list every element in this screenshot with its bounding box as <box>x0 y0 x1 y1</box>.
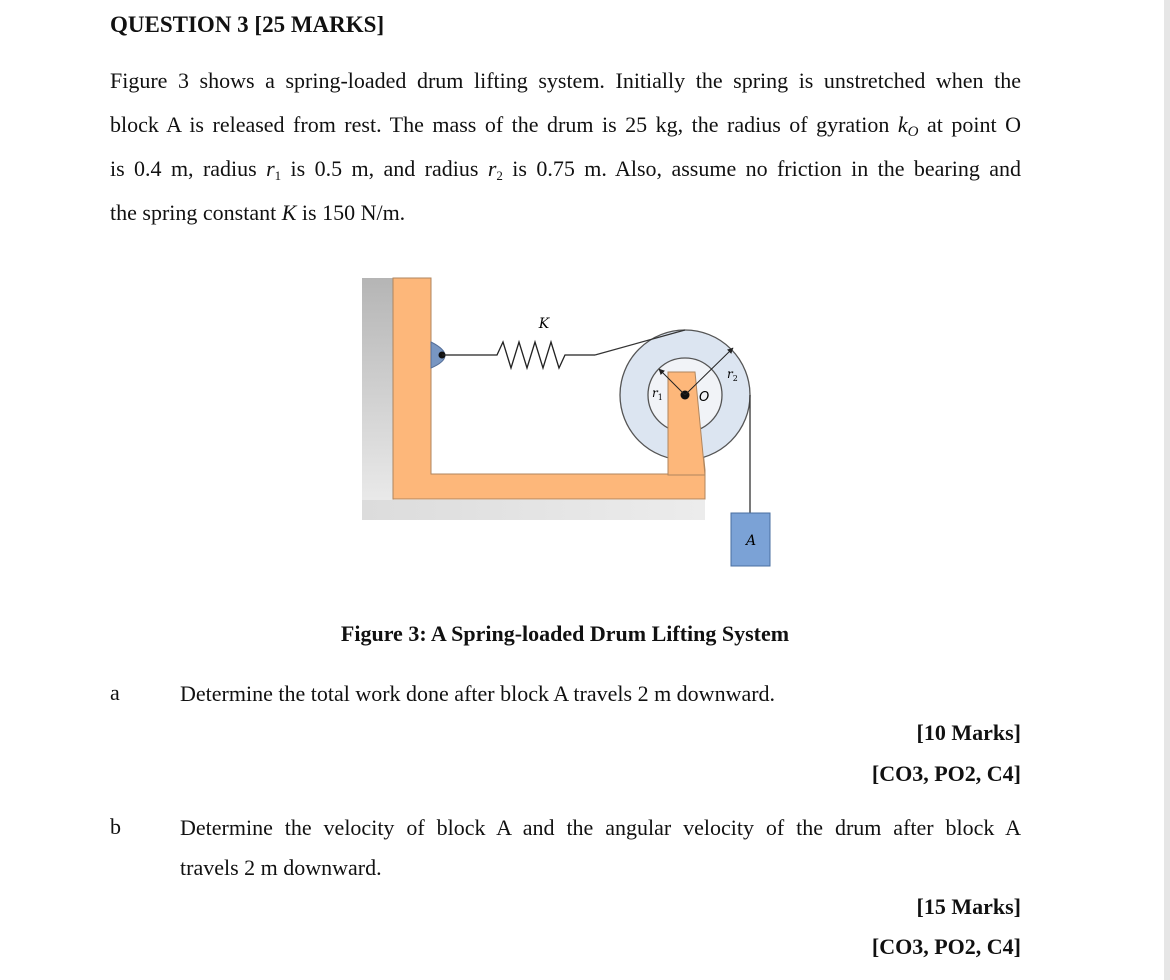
part-a-outcomes: [CO3, PO2, C4] <box>871 761 1021 786</box>
question-heading: QUESTION 3 [25 MARKS] <box>110 12 385 37</box>
part-b-line-2: travels 2 m downward. <box>180 855 382 880</box>
wall-shade <box>362 278 394 520</box>
part-b-line-1: Determine the velocity of block A and the angular velocity of the drum after block A <box>180 815 1021 840</box>
intro-line-3: is 0.4 m, radius $r_1$ is 0.5 m, and radius $r_2$ is 0.75 m. Also, assume no friction in the bearing and <box>110 156 1021 183</box>
part-letter-b: b <box>110 814 121 839</box>
part-a-line-1: Determine the total work done after block A travels 2 m downward. <box>180 681 776 706</box>
center-label: O <box>699 390 710 405</box>
block-label: A <box>745 533 757 549</box>
intro-line-2: block A is released from rest. The mass of the drum is 25 kg, the radius of gyration kO at point O <box>110 112 1021 140</box>
part-letter-a: a <box>110 680 120 705</box>
intro-line-1: Figure 3 shows a spring-loaded drum lifting system. Initially the spring is unstretched when the <box>110 68 1021 93</box>
part-b-outcomes: [CO3, PO2, C4] <box>871 934 1021 959</box>
r2-label: $r_2$ <box>727 367 738 383</box>
spring <box>442 342 595 368</box>
figure-3-diagram <box>355 270 785 580</box>
r1-label: $r_1$ <box>652 386 663 402</box>
part-b-text <box>180 808 1021 888</box>
floor-shade <box>362 500 705 520</box>
spring-label: K <box>538 316 550 332</box>
intro-line-4: the spring constant K is 150 N/m. <box>110 200 406 225</box>
intro-paragraph <box>110 59 1021 235</box>
part-a-marks: [10 Marks] <box>916 720 1021 745</box>
page-edge <box>1164 0 1170 980</box>
part-a-text <box>180 674 1021 714</box>
figure-caption: Figure 3: A Spring-loaded Drum Lifting System <box>340 621 790 646</box>
part-b-marks: [15 Marks] <box>916 894 1021 919</box>
